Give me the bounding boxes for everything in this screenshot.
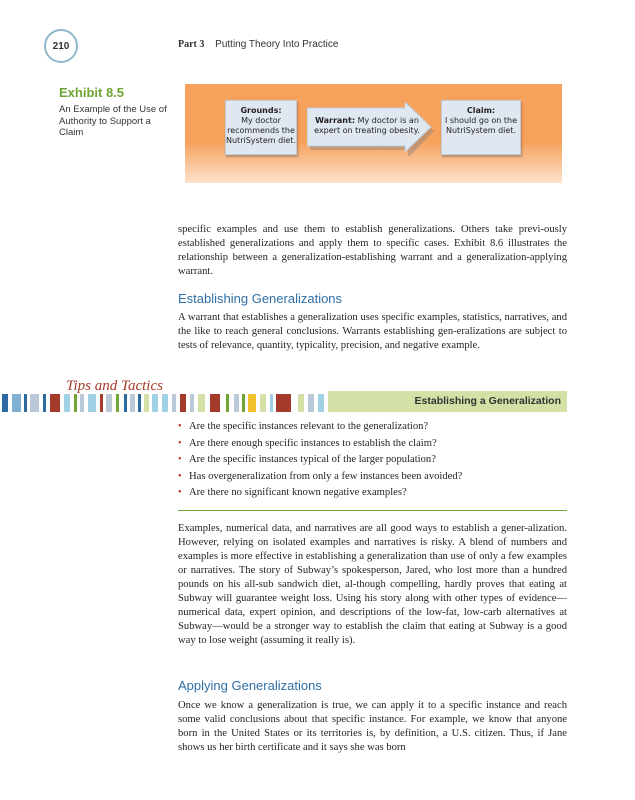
list-item: • Are there no significant known negative examples? xyxy=(178,485,567,502)
paragraph-examples-text: Examples, numerical data, and narratives are all good ways to establish a gener-alization. However, relying on isolated examples and narratives is risky. A blend of numbers and examples is more effective in establishing a generalization than use of only a few examples or narratives. The story of Subway’s spokesperson, Jared, who lost more than a hundred pounds on his all-sub sandwich diet, al-though compelling, hardly proves that eating at Subway will guarantee weight loss. Using his story along with other types of evidence—numerical data, expert opinion, and descriptions of the low-fat, low-carb alternatives at Subway—would be a stronger way to establish the claim that eating at Subway is a good way to lose weight (assuming it really is). xyxy=(178,523,567,646)
warrant-arrow xyxy=(307,102,435,156)
section2-paragraph-text: Once we know a generalization is true, we can apply it to a specific instance and reach some valid conclusions about that specific instance. For example, we know that anyone born in the United States or its territories is, by definition, a U.S. citizen. Thus, if Jane shows us her birth certificate and it says she was born xyxy=(178,700,567,753)
section2-paragraph xyxy=(178,699,567,755)
claim-label: Claim: xyxy=(466,106,496,115)
warrant-text: My doctor is an expert on treating obesity. xyxy=(314,116,420,135)
bullet-icon: • xyxy=(178,454,182,465)
tips-heading: Establishing a Generalization xyxy=(414,395,561,407)
bullet-icon: • xyxy=(178,437,182,449)
exhibit-caption: An Example of the Use of Authority to Support a Claim xyxy=(59,104,167,138)
paragraph-examples xyxy=(178,522,567,648)
bullet-icon: • xyxy=(178,421,182,432)
part-title: Putting Theory Into Practice xyxy=(215,39,339,50)
grounds-text: My doctor recommends the NutriSystem diet. xyxy=(226,116,296,145)
list-item: • Are there enough specific instances to establish the claim? xyxy=(178,436,567,453)
section-heading-applying: Applying Generalizations xyxy=(178,678,322,693)
section1-paragraph xyxy=(178,311,567,353)
warrant-label: Warrant: xyxy=(315,116,356,125)
list-item: • Has overgeneralization from only a few instances been avoided? xyxy=(178,469,567,486)
part-label: Part 3 xyxy=(178,39,205,50)
grounds-box xyxy=(225,100,297,155)
page-number-badge xyxy=(44,29,78,63)
exhibit-title: Exhibit 8.5 xyxy=(59,85,125,100)
list-item: • Are the specific instances typical of the larger population? xyxy=(178,452,567,469)
tips-heading-band xyxy=(328,391,567,412)
bullet-icon: • xyxy=(178,470,182,482)
list-item: • Are the specific instances relevant to the generalization? xyxy=(178,419,567,436)
warrant-text-block xyxy=(311,116,423,136)
section1-paragraph-text: A warrant that establishes a generalization uses specific examples, statistics, narratives, and the like to reach general conclusions. Warrants establishing gen-eralizations are subject to tests of relevance, quantity, typicality, precision, and negative example. xyxy=(178,312,567,351)
section-heading-establishing: Establishing Generalizations xyxy=(178,291,343,306)
page-number: 210 xyxy=(52,40,70,52)
bullet-icon: • xyxy=(178,487,182,498)
claim-text: I should go on the NutriSystem diet. xyxy=(444,116,518,135)
grounds-label: Grounds: xyxy=(240,106,282,115)
intro-paragraph xyxy=(178,223,567,279)
claim-box xyxy=(441,100,521,155)
intro-paragraph-text: specific examples and use them to establish generalizations. Others take previ-ously established generalizations and apply them to specific cases. Exhibit 8.6 illustrates the relationship between a generalization-establishing warrant and a generalization-applying warrant. xyxy=(178,224,567,277)
tips-list xyxy=(178,419,567,502)
tips-and-tactics-title: Tips and Tactics xyxy=(66,378,163,394)
exhibit-figure xyxy=(185,84,562,183)
tips-divider xyxy=(178,510,567,511)
running-head xyxy=(178,39,338,50)
